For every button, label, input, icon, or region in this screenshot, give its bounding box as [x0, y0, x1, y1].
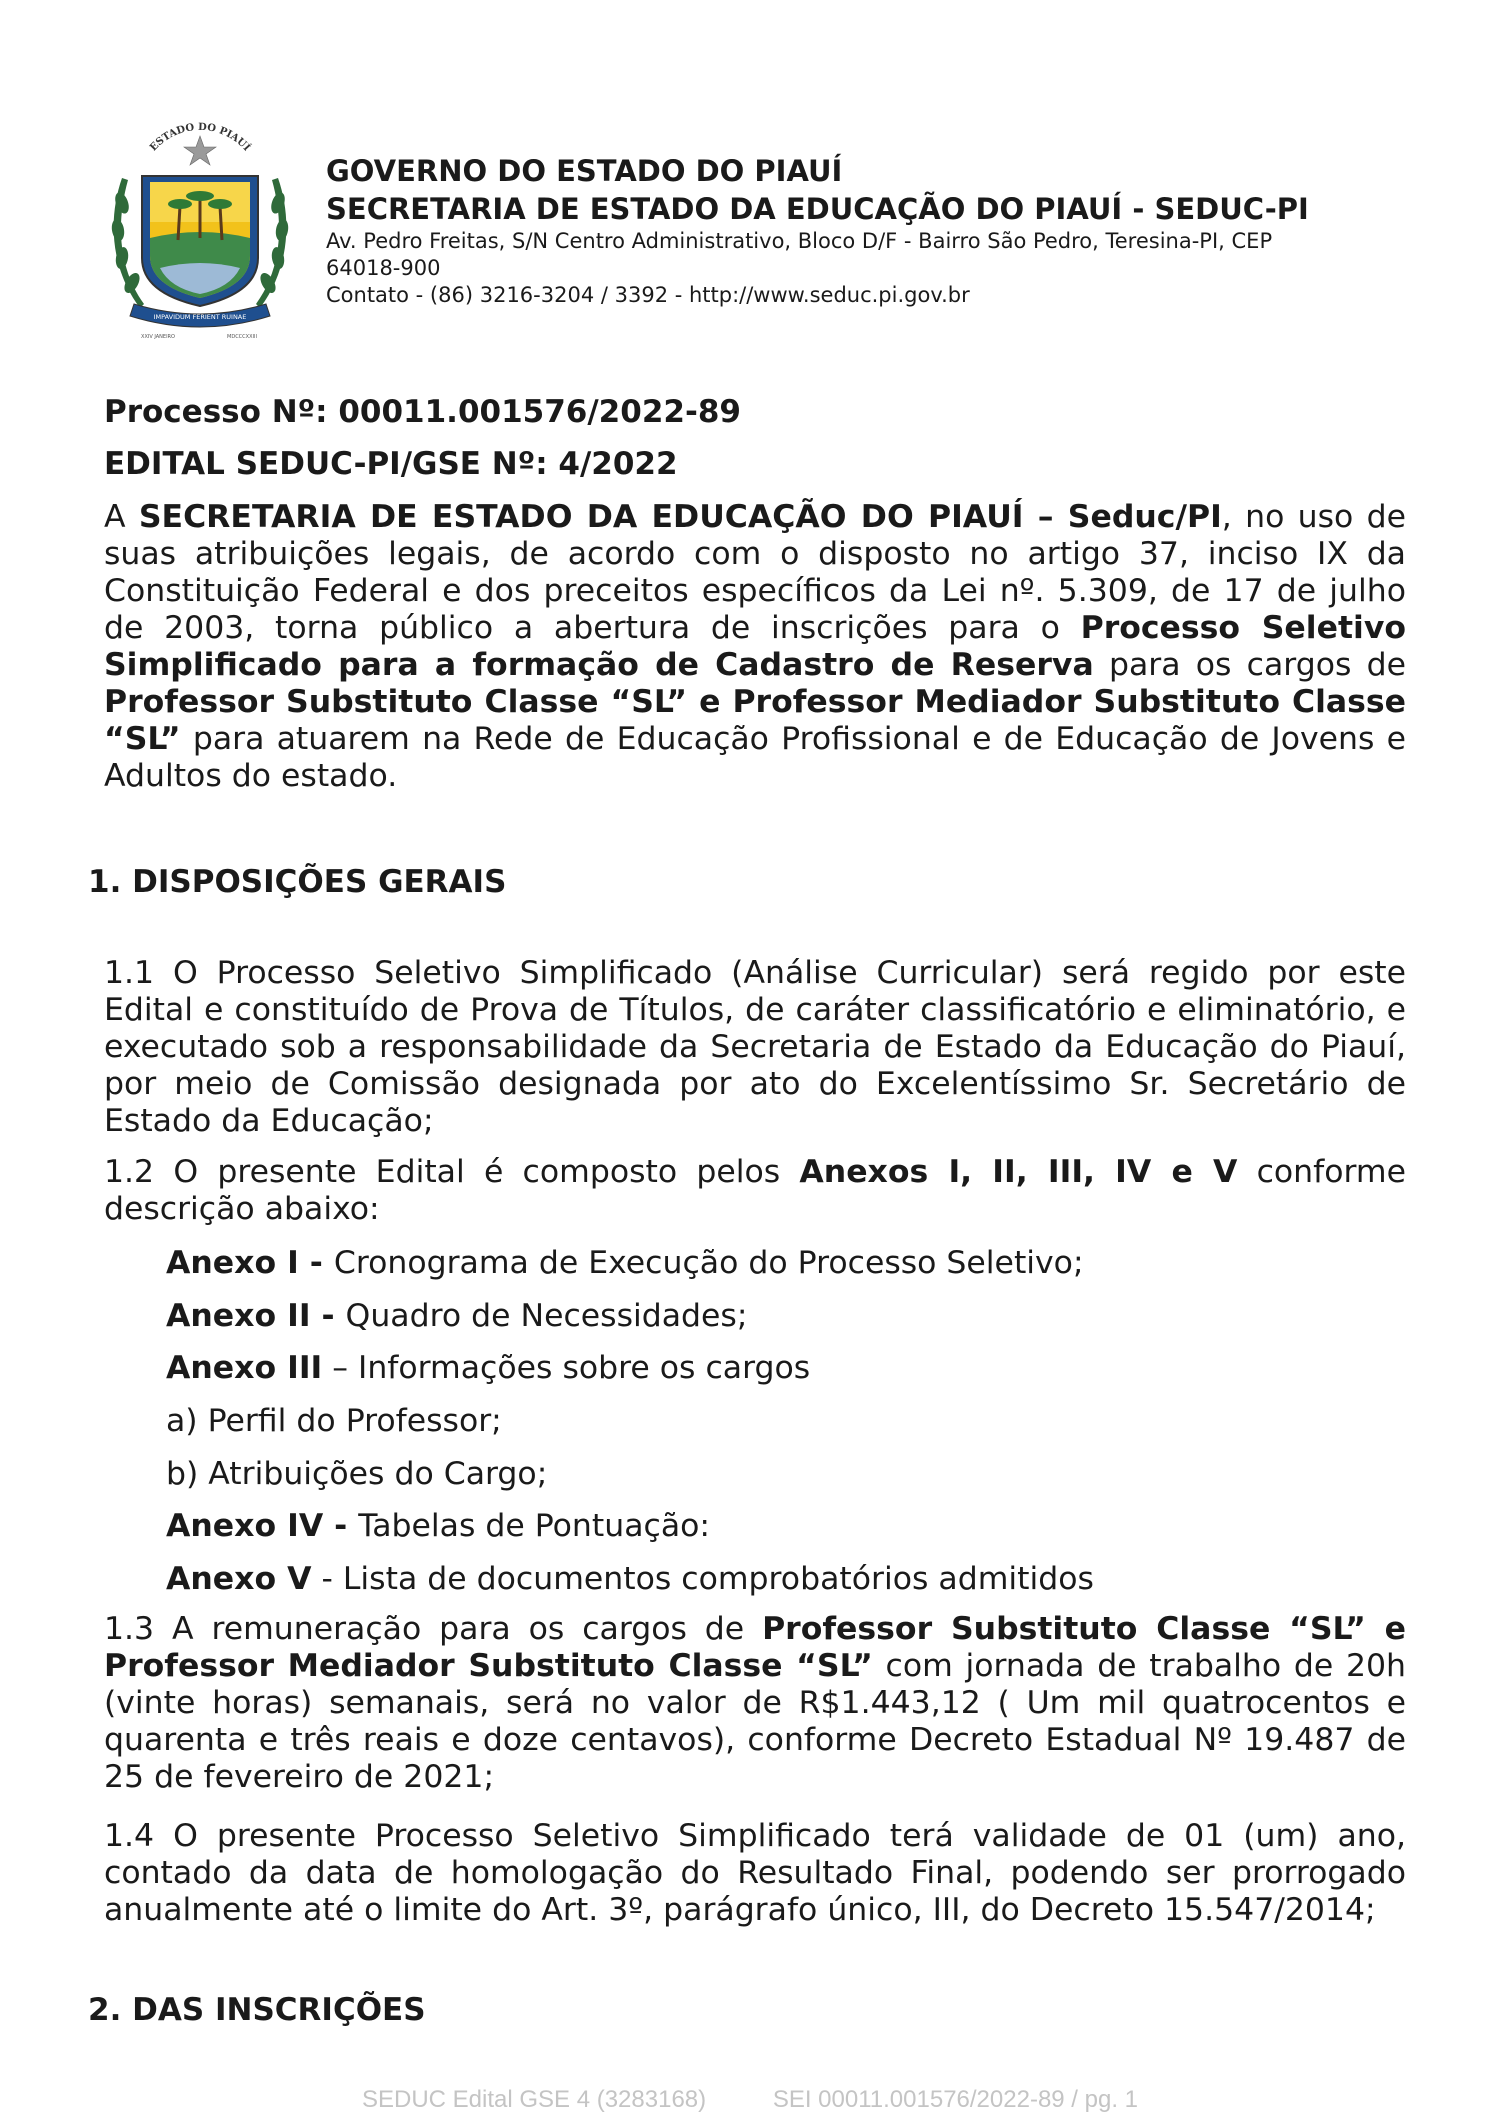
footer-document-id: SEDUC Edital GSE 4 (3283168) — [361, 2086, 707, 2113]
address-line: Av. Pedro Freitas, S/N Centro Administrativo, Bloco D/F - Bairro São Pedro, Teresina-PI, CEP — [326, 229, 1273, 253]
svg-text:MDCCCXXIII: MDCCCXXIII — [227, 334, 257, 340]
edital-number: EDITAL SEDUC-PI/GSE Nº: 4/2022 — [104, 446, 678, 482]
intro-paragraph: A SECRETARIA DE ESTADO DA EDUCAÇÃO DO PIAUÍ – Seduc/PI, no uso de suas atribuições legais, de acordo com o disposto no artigo 37, inciso IX da Constituição Federal e dos preceitos específicos da Lei nº. 5.309, de 17 de julho de 2003, torna público a abertura de inscrições para o Processo Seletivo Simplificado para a formação de Cadastro de Reserva para os cargos de Professor Substituto Classe “SL” e Professor Mediador Substituto Classe “SL” para atuarem na Rede de Educação Profissional e de Educação de Jovens e Adultos do estado. — [104, 499, 1406, 794]
postal-code: 64018-900 — [326, 256, 441, 280]
contact-line: Contato - (86) 3216-3204 / 3392 - http://www.seduc.pi.gov.br — [326, 283, 970, 307]
secretariat-title: SECRETARIA DE ESTADO DA EDUCAÇÃO DO PIAUÍ - SEDUC-PI — [326, 192, 1309, 226]
letterhead — [326, 152, 1426, 309]
svg-text:ESTADO DO PIAUÍ: ESTADO DO PIAUÍ — [148, 121, 252, 154]
annex-item: Anexo II - Quadro de Necessidades; — [166, 1298, 748, 1334]
section-1-title: 1. DISPOSIÇÕES GERAIS — [88, 864, 507, 900]
annex-item: Anexo IV - Tabelas de Pontuação: — [166, 1508, 711, 1544]
paragraph-1-2: 1.2 O presente Edital é composto pelos Anexos I, II, III, IV e V conforme descrição abaixo: — [104, 1154, 1406, 1227]
section-2-title: 2. DAS INSCRIÇÕES — [88, 1992, 426, 2028]
svg-text:XXIV JANEIRO: XXIV JANEIRO — [141, 334, 175, 340]
paragraph-1-3: 1.3 A remuneração para os cargos de Professor Substituto Classe “SL” e Professor Mediador Substituto Classe “SL” com jornada de trabalho de 20h (vinte horas) semanais, será no valor de R$1.443,12 ( Um mil quatrocentos e quarenta e três reais e doze centavos), conforme Decreto Estadual Nº 19.487 de 25 de fevereiro de 2021; — [104, 1611, 1407, 1795]
annex-item: Anexo III – Informações sobre os cargos — [166, 1350, 811, 1386]
annex-sub-item: a) Perfil do Professor; — [166, 1403, 502, 1439]
annex-sub-item: b) Atribuições do Cargo; — [166, 1456, 548, 1492]
footer-process-page: SEI 00011.001576/2022-89 / pg. 1 — [772, 2086, 1139, 2113]
paragraph-1-1: 1.1 O Processo Seletivo Simplificado (Análise Curricular) será regido por este Edital e constituído de Prova de Títulos, de caráter classificatório e eliminatório, e executado sob a responsabilidade da Secretaria de Estado da Educação do Piauí, por meio de Comissão designada por ato do Excelentíssimo Sr. Secretário de Estado da Educação; — [104, 955, 1406, 1139]
annex-item: Anexo I - Cronograma de Execução do Processo Seletivo; — [166, 1245, 1084, 1281]
process-number: Processo Nº: 00011.001576/2022-89 — [104, 394, 741, 430]
annex-item: Anexo V - Lista de documentos comprobatórios admitidos — [166, 1561, 1094, 1597]
state-crest-logo — [100, 118, 300, 343]
page-footer — [0, 2086, 1500, 2114]
paragraph-1-4: 1.4 O presente Processo Seletivo Simplificado terá validade de 01 (um) ano, contado da data de homologação do Resultado Final, podendo ser prorrogado anualmente até o limite do Art. 3º, parágrafo único, III, do Decreto 15.547/2014; — [104, 1818, 1406, 1928]
svg-text:IMPAVIDUM FERIENT RUINAE: IMPAVIDUM FERIENT RUINAE — [153, 313, 247, 321]
government-title: GOVERNO DO ESTADO DO PIAUÍ — [326, 154, 843, 188]
